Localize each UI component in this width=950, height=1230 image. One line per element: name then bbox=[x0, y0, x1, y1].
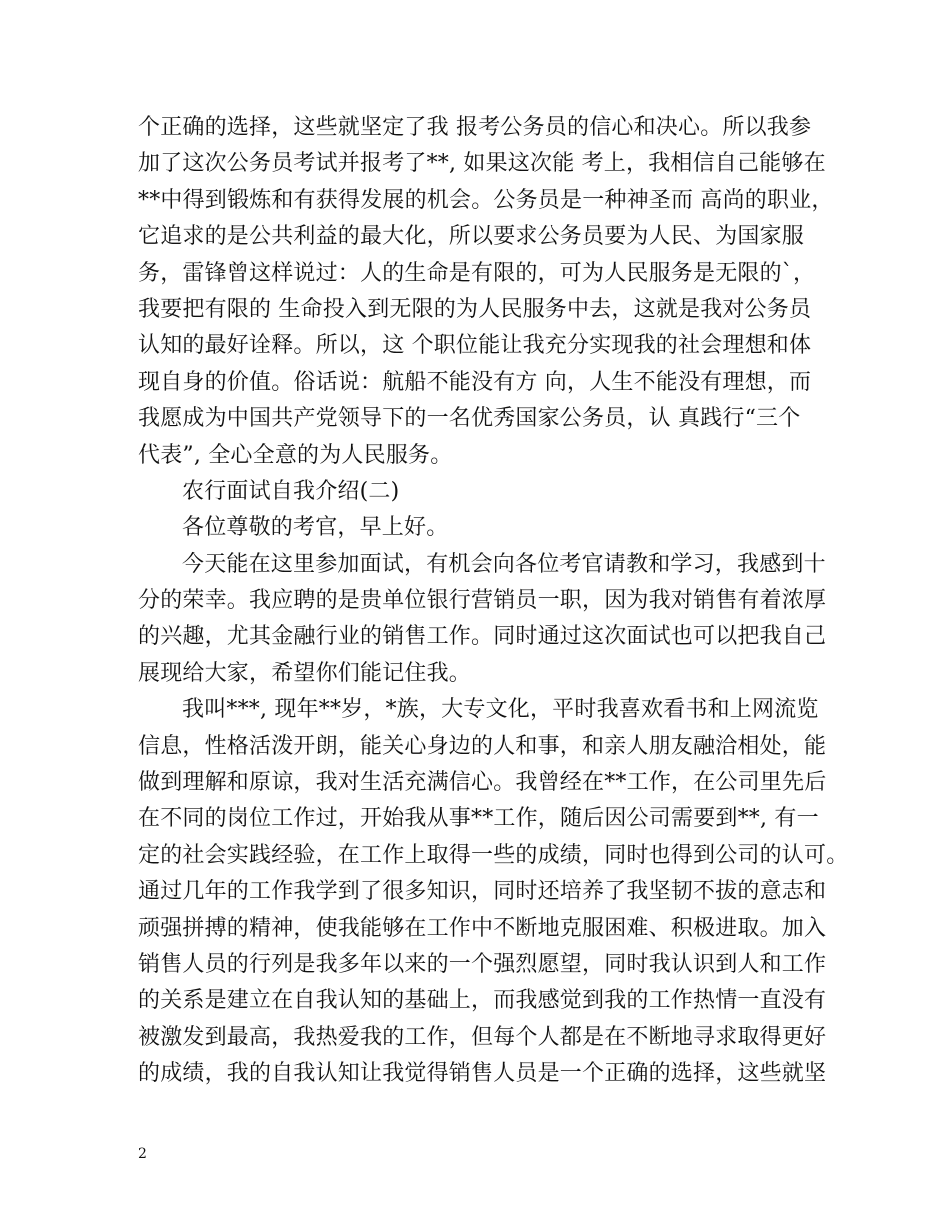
text-line: 它追求的是公共利益的最大化，所以要求公务员要为人民、为国家服 bbox=[138, 224, 805, 250]
text-line: 信息，性格活泼开朗，能关心身边的人和事，和亲人朋友融洽相处，能 bbox=[138, 733, 827, 759]
text-line: 的兴趣，尤其金融行业的销售工作。同时通过这次面试也可以把我自己 bbox=[138, 624, 827, 650]
greeting-line: 各位尊敬的考官，早上好。 bbox=[182, 515, 449, 541]
text-line: 通过几年的工作我学到了很多知识，同时还培养了我坚韧不拔的意志和 bbox=[138, 879, 827, 905]
text-line: 现自身的价值。俗话说：航船不能没有方 向，人生不能没有理想，而 bbox=[138, 369, 812, 395]
section-heading: 农行面试自我介绍(二) bbox=[182, 478, 400, 504]
text-line: 顽强拼搏的精神，使我能够在工作中不断地克服困难、积极进取。加入 bbox=[138, 915, 827, 941]
text-line: 我要把有限的 生命投入到无限的为人民服务中去，这就是我对公务员 bbox=[138, 296, 812, 322]
text-line: 务，雷锋曾这样说过：人的生命是有限的，可为人民服务是无限的`， bbox=[138, 260, 816, 286]
text-line: 展现给大家，希望你们能记住我。 bbox=[138, 660, 472, 686]
text-line: 的成绩，我的自我认知让我觉得销售人员是一个正确的选择，这些就坚 bbox=[138, 1061, 827, 1087]
text-line: 做到理解和原谅，我对生活充满信心。我曾经在**工作，在公司里先后 bbox=[138, 770, 827, 796]
text-line: 分的荣幸。我应聘的是贵单位银行营销员一职，因为我对销售有着浓厚 bbox=[138, 588, 827, 614]
text-line: **中得到锻炼和有获得发展的机会。公务员是一种神圣而 高尚的职业， bbox=[138, 187, 834, 213]
text-line: 的关系是建立在自我认知的基础上，而我感觉到我的工作热情一直没有 bbox=[138, 988, 827, 1014]
page-number: 2 bbox=[138, 1146, 147, 1162]
paragraph-start-line: 今天能在这里参加面试，有机会向各位考官请教和学习，我感到十 bbox=[182, 551, 826, 577]
text-line: 定的社会实践经验，在工作上取得一些的成绩，同时也得到公司的认可。 bbox=[138, 842, 849, 868]
text-line: 个正确的选择，这些就坚定了我 报考公务员的信心和决心。所以我参 bbox=[138, 115, 812, 140]
text-line: 代表”, 全心全意的为人民服务。 bbox=[138, 442, 453, 468]
text-line: 加了这次公务员考试并报考了**, 如果这次能 考上，我相信自己能够在 bbox=[138, 151, 826, 177]
text-line: 被激发到最高，我热爱我的工作，但每个人都是在不断地寻求取得更好 bbox=[138, 1024, 827, 1050]
text-line: 认知的最好诠释。所以，这 个职位能让我充分实现我的社会理想和体 bbox=[138, 333, 812, 359]
text-line: 在不同的岗位工作过，开始我从事**工作，随后因公司需要到**, 有一 bbox=[138, 806, 819, 832]
document-body bbox=[138, 110, 849, 1093]
paragraph-start-line: 我叫***, 现年**岁，*族，大专文化，平时我喜欢看书和上网流览 bbox=[182, 697, 819, 723]
text-line: 销售人员的行列是我多年以来的一个强烈愿望，同时我认识到人和工作 bbox=[138, 951, 827, 977]
text-line: 我愿成为中国共产党领导下的一名优秀国家公务员，认 真践行“三个 bbox=[138, 406, 801, 432]
